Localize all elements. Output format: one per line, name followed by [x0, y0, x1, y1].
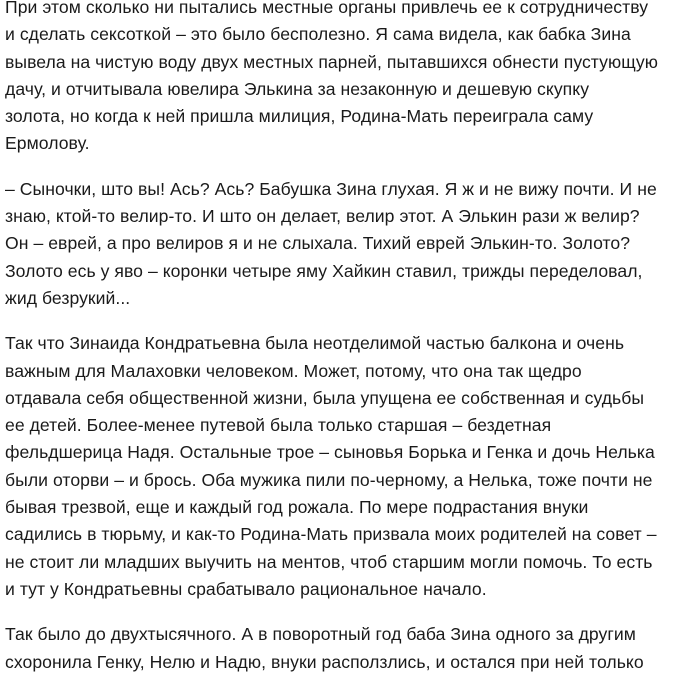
- text-line: жид безрукий...: [5, 287, 131, 308]
- text-line: Так было до двухтысячного. А в поворотный год баба Зина одного за другим: [5, 624, 636, 645]
- text-line: дачу, и отчитывала ювелира Элькина за незаконную и дешевую скупку: [5, 78, 590, 99]
- text-line: не стоит ли младших выучить на ментов, чтоб старшим могли помочь. То есть: [5, 551, 653, 572]
- paragraph-4: [5, 621, 697, 676]
- text-line: и сделать сексоткой – это было бесполезно. Я сама видела, как бабка Зина: [5, 24, 631, 45]
- text-line: золота, но когда к ней пришла милиция, Родина-Мать переиграла саму: [5, 106, 594, 127]
- text-line: важным для Малаховки человеком. Может, потому, что она так щедро: [5, 360, 582, 381]
- text-line: Он – еврей, а про велиров я и не слыхала. Тихий еврей Элькин-то. Золото?: [5, 233, 631, 254]
- text-line: бывая трезвой, еще и каждый год рожала. По мере подрастания внуки: [5, 497, 589, 518]
- text-line: При этом сколько ни пытались местные органы привлечь ее к сотрудничеству: [5, 0, 649, 17]
- text-line: Так что Зинаида Кондратьевна была неотделимой частью балкона и очень: [5, 333, 625, 354]
- text-line: были оторви – и брось. Оба мужика пили по-черному, а Нелька, тоже почти не: [5, 469, 653, 490]
- article-body: [5, 0, 697, 694]
- text-line: ее детей. Более-менее путевой была только старшая – бездетная: [5, 415, 552, 436]
- text-line: Золото есь у яво – коронки четыре яму Хайкин ставил, трижды переделовал,: [5, 260, 643, 281]
- paragraph-1: [5, 0, 697, 158]
- text-line: вывела на чистую воду двух местных парней, пытавшихся обнести пустующую: [5, 51, 659, 72]
- text-line: схоронила Генку, Нелю и Надю, внуки расползлись, и остался при ней только: [5, 651, 644, 672]
- text-line: садились в тюрьму, и как-то Родина-Мать призвала моих родителей на совет –: [5, 524, 657, 545]
- text-line: Ермолову.: [5, 133, 90, 154]
- text-line: фельдшерица Надя. Остальные трое – сыновья Борька и Генка и дочь Нелька: [5, 442, 655, 463]
- paragraph-3: [5, 330, 697, 603]
- text-line: и тут у Кондратьевны срабатывало рациональное начало.: [5, 578, 487, 599]
- text-line: отдавала себя общественной жизни, была упущена ее собственная и судьбы: [5, 387, 645, 408]
- paragraph-2: [5, 176, 697, 312]
- text-line: знаю, ктой-то велир-то. И што он делает, велир этот. А Элькин рази ж велир?: [5, 206, 640, 227]
- text-line: – Сыночки, што вы! Ась? Ась? Бабушка Зина глухая. Я ж и не вижу почти. И не: [5, 178, 657, 199]
